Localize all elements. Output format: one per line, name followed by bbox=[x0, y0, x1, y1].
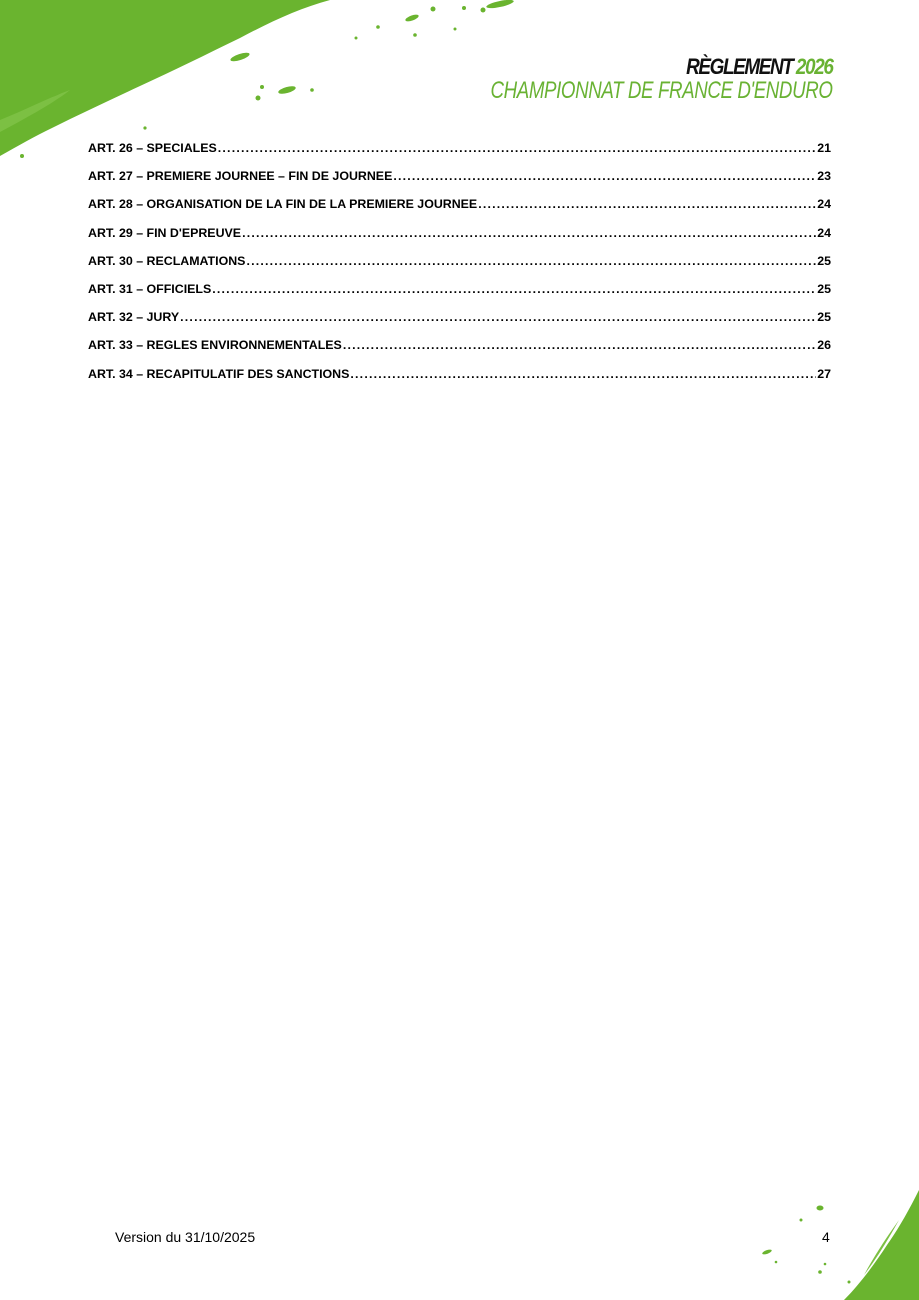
document-header-title bbox=[394, 56, 833, 103]
toc-dot-leader bbox=[343, 338, 816, 352]
toc-entry-page: 25 bbox=[817, 253, 831, 268]
toc-entry-title: ART. 28 – ORGANISATION DE LA FIN DE LA PREMIERE JOURNEE bbox=[88, 197, 478, 212]
toc-entry[interactable] bbox=[88, 141, 831, 169]
toc-entry-page: 26 bbox=[817, 338, 831, 353]
footer-page-number: 4 bbox=[822, 1229, 830, 1245]
toc-entry-title: ART. 31 – OFFICIELS bbox=[88, 281, 212, 296]
toc-dot-leader bbox=[180, 310, 816, 324]
header-brand-line bbox=[455, 56, 832, 78]
toc-entry[interactable] bbox=[88, 226, 831, 254]
toc-dot-leader bbox=[393, 169, 816, 183]
toc-entry-page: 24 bbox=[817, 225, 831, 240]
toc-entry-title: ART. 34 – RECAPITULATIF DES SANCTIONS bbox=[88, 366, 350, 381]
footer-version-text: Version du 31/10/2025 bbox=[115, 1229, 256, 1245]
toc-dot-leader bbox=[212, 282, 816, 296]
toc-dot-leader bbox=[350, 367, 816, 381]
header-subtitle: CHAMPIONNAT DE FRANCE D'ENDURO bbox=[489, 77, 832, 104]
toc-entry-page: 23 bbox=[817, 169, 831, 184]
toc-entry[interactable] bbox=[88, 310, 831, 338]
toc-entry-page: 27 bbox=[817, 366, 831, 381]
toc-entry-title: ART. 29 – FIN D'EPREUVE bbox=[88, 225, 242, 240]
toc-dot-leader bbox=[478, 197, 816, 211]
toc-entry[interactable] bbox=[88, 282, 831, 310]
toc-dot-leader bbox=[242, 226, 816, 240]
toc-entry[interactable] bbox=[88, 254, 831, 282]
green-paint-splash-corner-decoration bbox=[749, 1190, 919, 1300]
header-brand-year: 2026 bbox=[795, 54, 832, 79]
toc-entry[interactable] bbox=[88, 197, 831, 225]
toc-entry[interactable] bbox=[88, 338, 831, 366]
toc-entry-page: 25 bbox=[817, 281, 831, 296]
toc-entry[interactable] bbox=[88, 367, 831, 395]
toc-entry-page: 21 bbox=[817, 141, 831, 155]
toc-entry-title: ART. 33 – REGLES ENVIRONNEMENTALES bbox=[88, 338, 342, 353]
toc-entry-title: ART. 27 – PREMIERE JOURNEE – FIN DE JOURNEE bbox=[88, 169, 393, 184]
toc-entry-title: ART. 32 – JURY bbox=[88, 310, 180, 325]
toc-dot-leader bbox=[246, 254, 816, 268]
header-brand-word: RÈGLEMENT bbox=[685, 54, 792, 79]
toc-entry-title: ART. 30 – RECLAMATIONS bbox=[88, 253, 246, 268]
table-of-contents bbox=[88, 141, 831, 395]
toc-dot-leader bbox=[218, 141, 816, 155]
toc-entry-page: 24 bbox=[817, 197, 831, 212]
toc-entry-title: ART. 26 – SPECIALES bbox=[88, 141, 217, 155]
toc-entry[interactable] bbox=[88, 169, 831, 197]
toc-entry-page: 25 bbox=[817, 310, 831, 325]
